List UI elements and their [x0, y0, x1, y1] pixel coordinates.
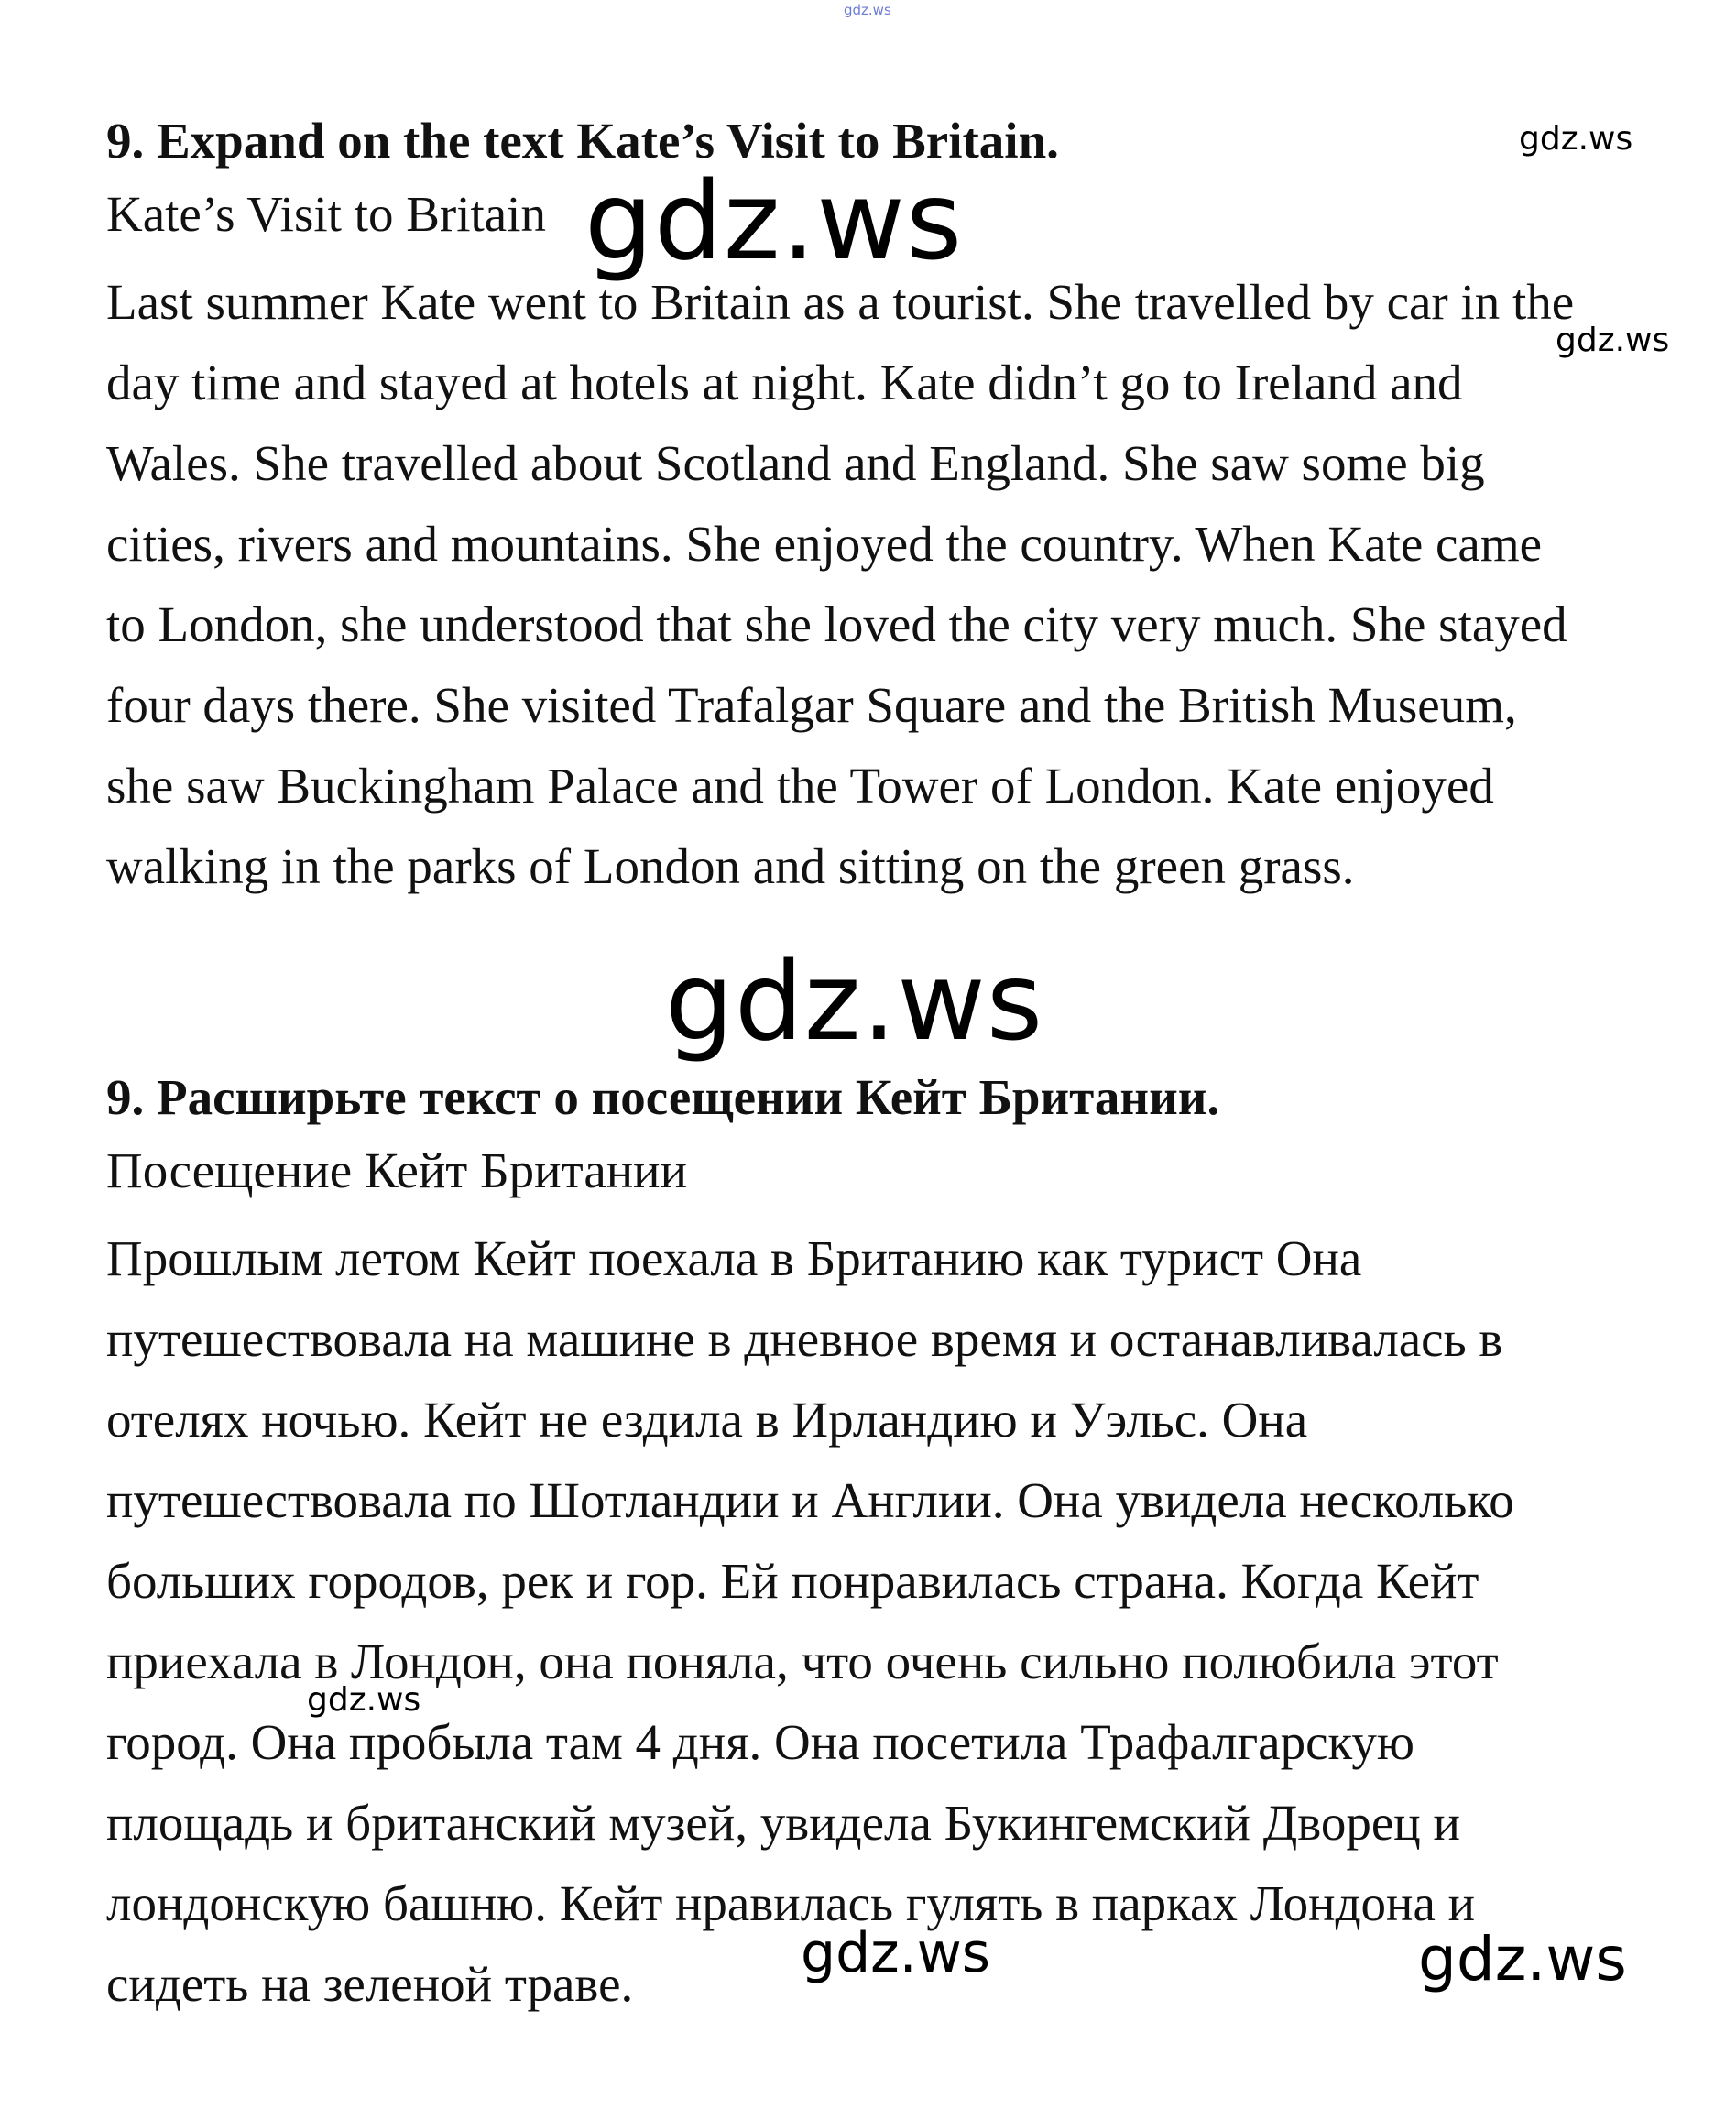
watermark: gdz.ws: [1556, 322, 1670, 359]
english-line: day time and stayed at hotels at night. Kate didn’t go to Ireland and: [106, 355, 1463, 410]
english-line: walking in the parks of London and sitting on the green grass.: [106, 838, 1355, 894]
english-subtitle: Kate’s Visit to Britain: [106, 186, 546, 242]
english-line: Last summer Kate went to Britain as a tourist. She travelled by car in the: [106, 274, 1575, 330]
russian-line: приехала в Лондон, она поняла, что очень сильно полюбила этот: [106, 1634, 1499, 1689]
english-line: to London, she understood that she loved the city very much. She stayed: [106, 596, 1567, 652]
russian-subtitle: Посещение Кейт Британии: [106, 1142, 688, 1198]
russian-heading: 9. Расширьте текст о посещении Кейт Британии.: [106, 1069, 1220, 1125]
watermark: gdz.ws: [665, 938, 1044, 1065]
english-line: four days there. She visited Trafalgar Square and the British Museum,: [106, 677, 1517, 733]
russian-exercise: [106, 1065, 1682, 2025]
watermark: gdz.ws: [1519, 120, 1633, 158]
russian-line: город. Она пробыла там 4 дня. Она посетила Трафалгарскую: [106, 1714, 1415, 1770]
watermark: gdz.ws: [584, 158, 964, 284]
russian-line: отелях ночью. Кейт не ездила в Ирландию и Уэльс. Она: [106, 1392, 1308, 1448]
watermark: gdz.ws: [844, 2, 891, 18]
russian-line: Прошлым летом Кейт поехала в Британию как турист Она: [106, 1230, 1362, 1286]
russian-line: больших городов, рек и гор. Ей понравилась страна. Когда Кейт: [106, 1553, 1479, 1609]
english-line: she saw Buckingham Palace and the Tower of London. Kate enjoyed: [106, 758, 1494, 814]
russian-line: лондонскую башню. Кейт нравилась гулять в парках Лондона и: [106, 1875, 1476, 1931]
russian-line: сидеть на зеленой траве.: [106, 1956, 634, 2012]
english-line: cities, rivers and mountains. She enjoyed the country. When Kate came: [106, 516, 1543, 572]
watermark: gdz.ws: [307, 1681, 421, 1719]
watermark: gdz.ws: [1418, 1924, 1627, 1994]
english-heading: 9. Expand on the text Kate’s Visit to Britain.: [106, 113, 1059, 169]
russian-line: путешествовала по Шотландии и Англии. Она увидела несколько: [106, 1472, 1514, 1528]
english-body: [106, 262, 1682, 907]
russian-line: путешествовала на машине в дневное время и останавливалась в: [106, 1311, 1503, 1367]
english-line: Wales. She travelled about Scotland and England. She saw some big: [106, 435, 1485, 491]
watermark: gdz.ws: [801, 1921, 991, 1985]
russian-line: площадь и британский музей, увидела Букингемский Дворец и: [106, 1795, 1460, 1851]
russian-body: [106, 1218, 1682, 2025]
